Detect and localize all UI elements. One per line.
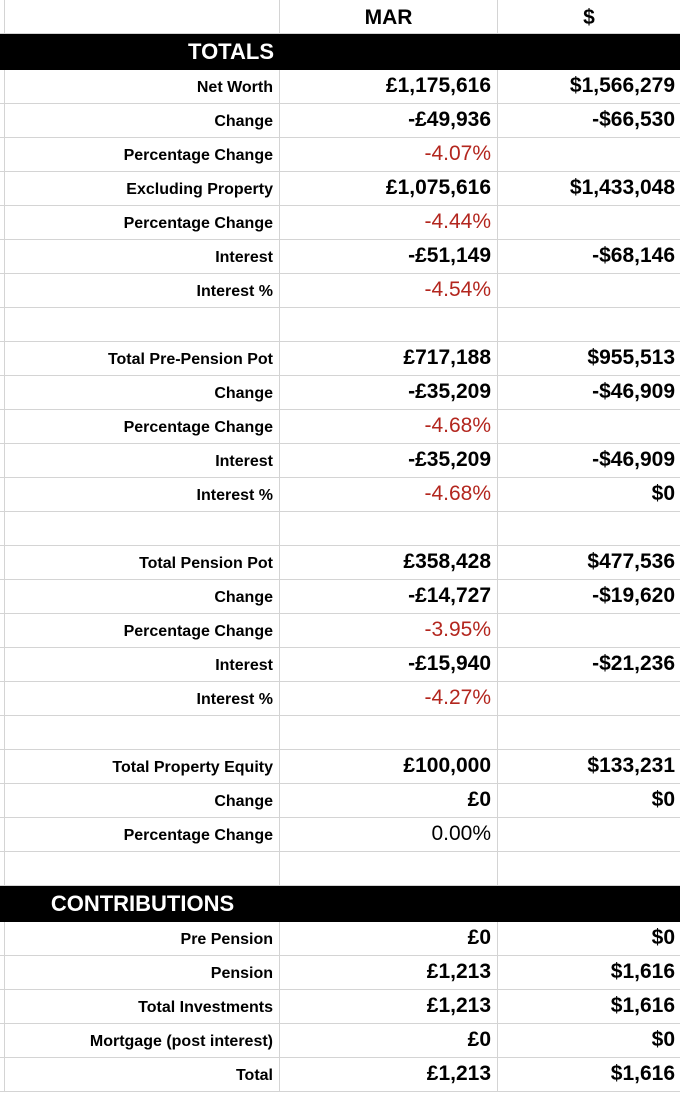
table-row [0,1024,680,1058]
row-label[interactable]: Percentage Change [5,614,280,647]
cell[interactable] [5,852,280,885]
group-pre-pension [0,342,680,512]
table-row [0,410,680,444]
gbp-value[interactable]: -3.95% [280,614,498,647]
gbp-value[interactable]: £358,428 [280,546,498,579]
header-row [0,0,680,34]
blank-row [0,716,680,750]
usd-value[interactable]: $0 [651,926,675,949]
row-label[interactable]: Net Worth [5,70,280,103]
usd-value[interactable]: $477,536 [587,550,675,573]
row-label[interactable]: Mortgage (post interest) [5,1024,280,1057]
usd-value[interactable]: $1,433,048 [569,176,675,199]
gbp-value[interactable]: -4.07% [280,138,498,171]
row-label[interactable]: Interest [5,240,280,273]
gbp-value[interactable]: -£35,209 [280,376,498,409]
table-row [0,240,680,274]
row-label[interactable]: Total [5,1058,280,1091]
gbp-value[interactable]: -£49,936 [280,104,498,137]
blank-row [0,512,680,546]
row-label[interactable]: Change [5,376,280,409]
section-title[interactable]: CONTRIBUTIONS [50,891,235,916]
row-label[interactable]: Interest [5,648,280,681]
row-label[interactable]: Total Pre-Pension Pot [5,342,280,375]
gbp-value[interactable]: -4.68% [280,478,498,511]
gbp-value[interactable]: £0 [280,784,498,817]
usd-value[interactable] [498,410,680,443]
blank-row [0,852,680,886]
row-label[interactable]: Interest % [5,478,280,511]
usd-value[interactable]: -$19,620 [592,584,675,607]
table-row [0,922,680,956]
row-label[interactable]: Excluding Property [5,172,280,205]
gbp-value[interactable]: £0 [280,922,498,955]
table-row [0,648,680,682]
table-row [0,682,680,716]
table-row [0,990,680,1024]
usd-value[interactable] [498,682,680,715]
usd-value[interactable]: -$66,530 [592,108,675,131]
row-label[interactable]: Percentage Change [5,206,280,239]
gbp-value[interactable]: -£15,940 [280,648,498,681]
cell[interactable] [498,886,680,919]
table-row [0,70,680,104]
row-label[interactable]: Percentage Change [5,138,280,171]
gbp-value[interactable]: £1,175,616 [280,70,498,103]
row-label[interactable]: Percentage Change [5,818,280,851]
row-label[interactable]: Percentage Change [5,410,280,443]
usd-value[interactable] [498,206,680,239]
row-label[interactable]: Pre Pension [5,922,280,955]
gbp-value[interactable]: £0 [280,1024,498,1057]
gbp-value[interactable]: £1,213 [280,956,498,989]
table-row [0,172,680,206]
section-contributions [0,886,680,922]
cell[interactable] [498,34,680,67]
row-label[interactable]: Interest % [5,274,280,307]
table-row [0,138,680,172]
row-label[interactable]: Interest % [5,682,280,715]
usd-value[interactable] [498,274,680,307]
gbp-value[interactable]: -4.68% [280,410,498,443]
cell[interactable] [5,512,280,545]
gbp-value[interactable]: -4.27% [280,682,498,715]
table-row [0,342,680,376]
gbp-value[interactable]: £1,075,616 [280,172,498,205]
usd-value[interactable]: $0 [651,482,675,505]
cell[interactable] [280,852,498,885]
table-row [0,274,680,308]
table-row [0,818,680,852]
row-label[interactable]: Interest [5,444,280,477]
cell[interactable] [280,716,498,749]
cell[interactable] [280,34,498,67]
table-row [0,444,680,478]
table-row [0,614,680,648]
group-property [0,750,680,852]
row-label[interactable]: Change [5,580,280,613]
cell[interactable] [280,308,498,341]
table-row [0,546,680,580]
cell[interactable] [498,716,680,749]
blank-row [0,308,680,342]
usd-value[interactable]: -$21,236 [592,652,675,675]
header-month[interactable]: MAR [280,0,498,33]
table-row [0,1058,680,1092]
gbp-value[interactable]: -£51,149 [280,240,498,273]
cell[interactable] [5,716,280,749]
row-label[interactable]: Total Property Equity [5,750,280,783]
usd-value[interactable] [498,138,680,171]
row-label[interactable]: Change [5,104,280,137]
usd-value[interactable]: $1,566,279 [569,74,675,97]
table-row [0,784,680,818]
cell[interactable] [5,308,280,341]
table-row [0,104,680,138]
usd-value[interactable]: $1,616 [610,1062,675,1085]
group-totals [0,70,680,308]
table-row [0,478,680,512]
gbp-value[interactable]: -£35,209 [280,444,498,477]
gbp-value[interactable]: £1,213 [280,990,498,1023]
usd-value[interactable]: $0 [651,1028,675,1051]
table-row [0,376,680,410]
usd-value[interactable]: -$46,909 [592,380,675,403]
gbp-value[interactable]: £717,188 [280,342,498,375]
group-pension [0,546,680,716]
usd-value[interactable]: $1,616 [610,994,675,1017]
gbp-value[interactable]: -£14,727 [280,580,498,613]
cell[interactable] [280,512,498,545]
row-label[interactable]: Total Investments [5,990,280,1023]
row-label[interactable]: Total Pension Pot [5,546,280,579]
usd-value[interactable]: $1,616 [610,960,675,983]
cell[interactable] [280,886,498,919]
cell[interactable] [498,512,680,545]
cell[interactable] [5,0,280,33]
row-label[interactable]: Change [5,784,280,817]
section-title[interactable]: TOTALS [188,39,274,64]
usd-value[interactable]: -$46,909 [592,448,675,471]
gbp-value[interactable]: 0.00% [280,818,498,851]
usd-value[interactable]: $0 [651,788,675,811]
row-label[interactable]: Pension [5,956,280,989]
gbp-value[interactable]: £1,213 [280,1058,498,1091]
cell[interactable] [498,852,680,885]
table-row [0,750,680,784]
gbp-value[interactable]: £100,000 [280,750,498,783]
usd-value[interactable]: $133,231 [587,754,675,777]
header-currency[interactable]: $ [583,6,595,29]
cell[interactable] [498,308,680,341]
section-totals [0,34,680,70]
usd-value[interactable]: $955,513 [587,346,675,369]
usd-value[interactable]: -$68,146 [592,244,675,267]
usd-value[interactable] [498,818,680,851]
table-row [0,956,680,990]
group-contributions [0,922,680,1092]
gbp-value[interactable]: -4.44% [280,206,498,239]
table-row [0,206,680,240]
usd-value[interactable] [498,614,680,647]
gbp-value[interactable]: -4.54% [280,274,498,307]
table-row [0,580,680,614]
